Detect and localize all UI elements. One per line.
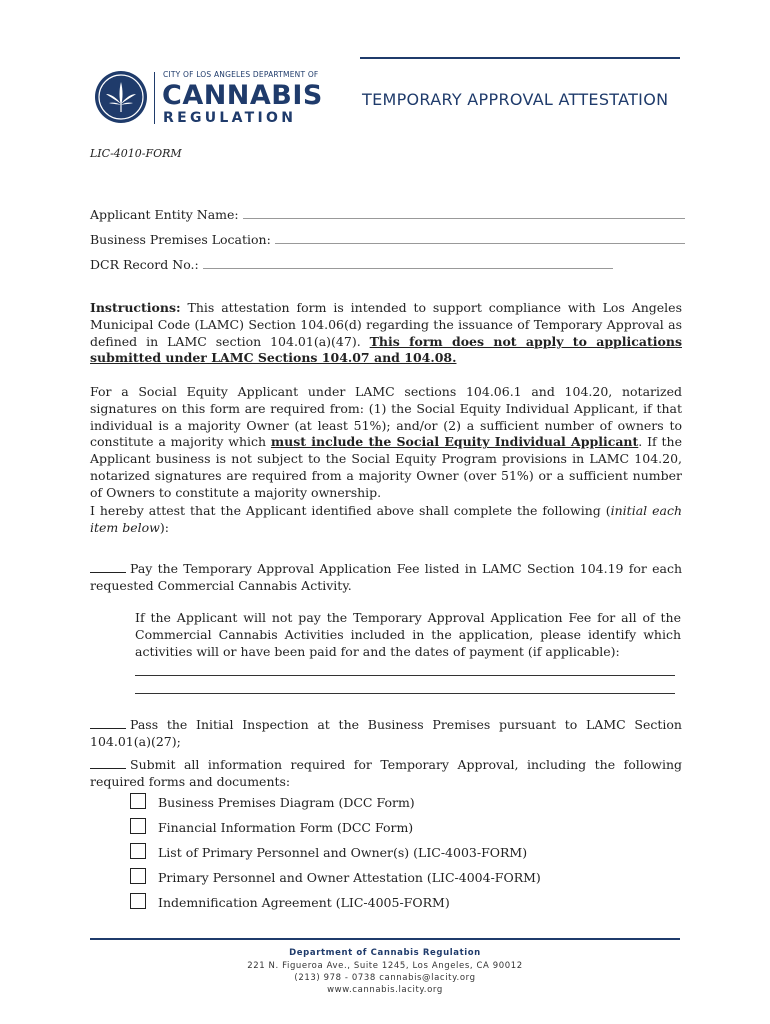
item-submit: [90, 757, 682, 791]
premises-location-field[interactable]: [90, 232, 685, 247]
instructions-label: Instructions:: [90, 300, 181, 315]
submit-text: Submit all information required for Temporary Approval, including the following required forms and documents:: [90, 757, 682, 789]
fee-activities-line-2[interactable]: [135, 693, 675, 694]
dcr-record-field[interactable]: [90, 257, 613, 272]
checkbox-indemnification-agreement[interactable]: [130, 893, 146, 909]
submit-initial-blank[interactable]: [90, 757, 126, 769]
entity-name-label: Applicant Entity Name:: [90, 207, 239, 222]
social-equity-requirement: must include the Social Equity Individual Applicant: [270, 434, 639, 450]
dcr-record-label: DCR Record No.:: [90, 257, 199, 272]
attest-end: ):: [159, 519, 169, 535]
form-id: LIC-4010-FORM: [90, 147, 182, 160]
instructions-text: This attestation form is intended to support compliance with Los Angeles Municipal Code (LAMC) Section 104.06(d) regarding the issuance of Temporary Approval as defined in LAMC section 104.01(a)(47).: [90, 300, 682, 349]
instructions-exclusion: This form does not apply to applications submitted under LAMC Sections 104.07 and 104.08.: [90, 333, 682, 366]
premises-location-label: Business Premises Location:: [90, 232, 271, 247]
document-label: Indemnification Agreement (LIC-4005-FORM): [158, 895, 450, 910]
logo-regulation-text: REGULATION: [163, 110, 297, 126]
fee-activities-line-1[interactable]: [135, 675, 675, 676]
logo-cannabis-text: CANNABIS: [162, 80, 323, 111]
footer-contact[interactable]: (213) 978 - 0738 cannabis@lacity.org: [294, 973, 476, 983]
instructions-paragraph: [90, 300, 682, 367]
checkbox-personnel-attestation[interactable]: [130, 868, 146, 884]
checkbox-premises-diagram[interactable]: [130, 793, 146, 809]
document-label: Business Premises Diagram (DCC Form): [158, 795, 415, 810]
logo-department-text: CITY OF LOS ANGELES DEPARTMENT OF: [163, 70, 319, 79]
premises-location-input-line[interactable]: [275, 232, 685, 244]
document-label: Primary Personnel and Owner Attestation (LIC-4004-FORM): [158, 870, 541, 885]
attest-paragraph: [90, 503, 682, 537]
attest-text: I hereby attest that the Applicant identified above shall complete the following (: [90, 503, 611, 518]
inspection-text: Pass the Initial Inspection at the Business Premises pursuant to LAMC Section 104.01(a)(27);: [90, 717, 682, 749]
inspection-initial-blank[interactable]: [90, 717, 126, 729]
entity-name-input-line[interactable]: [243, 207, 685, 219]
attest-italic: initial each item below: [90, 503, 682, 535]
dcr-record-input-line[interactable]: [203, 257, 613, 269]
footer-website[interactable]: www.cannabis.lacity.org: [327, 985, 443, 995]
entity-name-field[interactable]: [90, 207, 685, 222]
fee-text: Pay the Temporary Approval Application Fee listed in LAMC Section 104.19 for each requested Commercial Cannabis Activity.: [90, 561, 682, 593]
social-equity-text-a: For a Social Equity Applicant under LAMC sections 104.06.1 and 104.20, notarized signatures on this form are required from: (1) the Social Equity Individual Applicant, if that individual is a majority Owner (at least 51%); and/or (2) a sufficient number of owners to constitute a majority which: [90, 384, 682, 450]
logo-divider: [154, 72, 155, 124]
footer-address: 221 N. Figueroa Ave., Suite 1245, Los Angeles, CA 90012: [247, 961, 523, 971]
document-label: List of Primary Personnel and Owner(s) (LIC-4003-FORM): [158, 845, 528, 860]
page-title: TEMPORARY APPROVAL ATTESTATION: [362, 90, 669, 109]
item-inspection: [90, 717, 682, 751]
checkbox-financial-information[interactable]: [130, 818, 146, 834]
social-equity-paragraph: [90, 384, 682, 502]
cannabis-leaf-seal-icon: [94, 70, 148, 124]
footer-rule: [90, 938, 680, 940]
fee-initial-blank[interactable]: [90, 561, 126, 573]
fee-note: If the Applicant will not pay the Temporary Approval Application Fee for all of the Commercial Cannabis Activities included in the application, please identify which activities will or have been paid for and the dates of payment (if applicable):: [135, 610, 681, 659]
checkbox-primary-personnel-list[interactable]: [130, 843, 146, 859]
header-rule: [360, 57, 680, 59]
social-equity-text-b: . If the Applicant business is not subject to the Social Equity Program provisions in LAMC 104.20, notarized signatures are required from a majority Owner (over 51%) or a sufficient number of Owners to constitute a majority ownership.: [90, 434, 682, 500]
document-label: Financial Information Form (DCC Form): [158, 820, 414, 835]
footer-department: Department of Cannabis Regulation: [289, 948, 481, 958]
item-fee: [90, 561, 682, 595]
